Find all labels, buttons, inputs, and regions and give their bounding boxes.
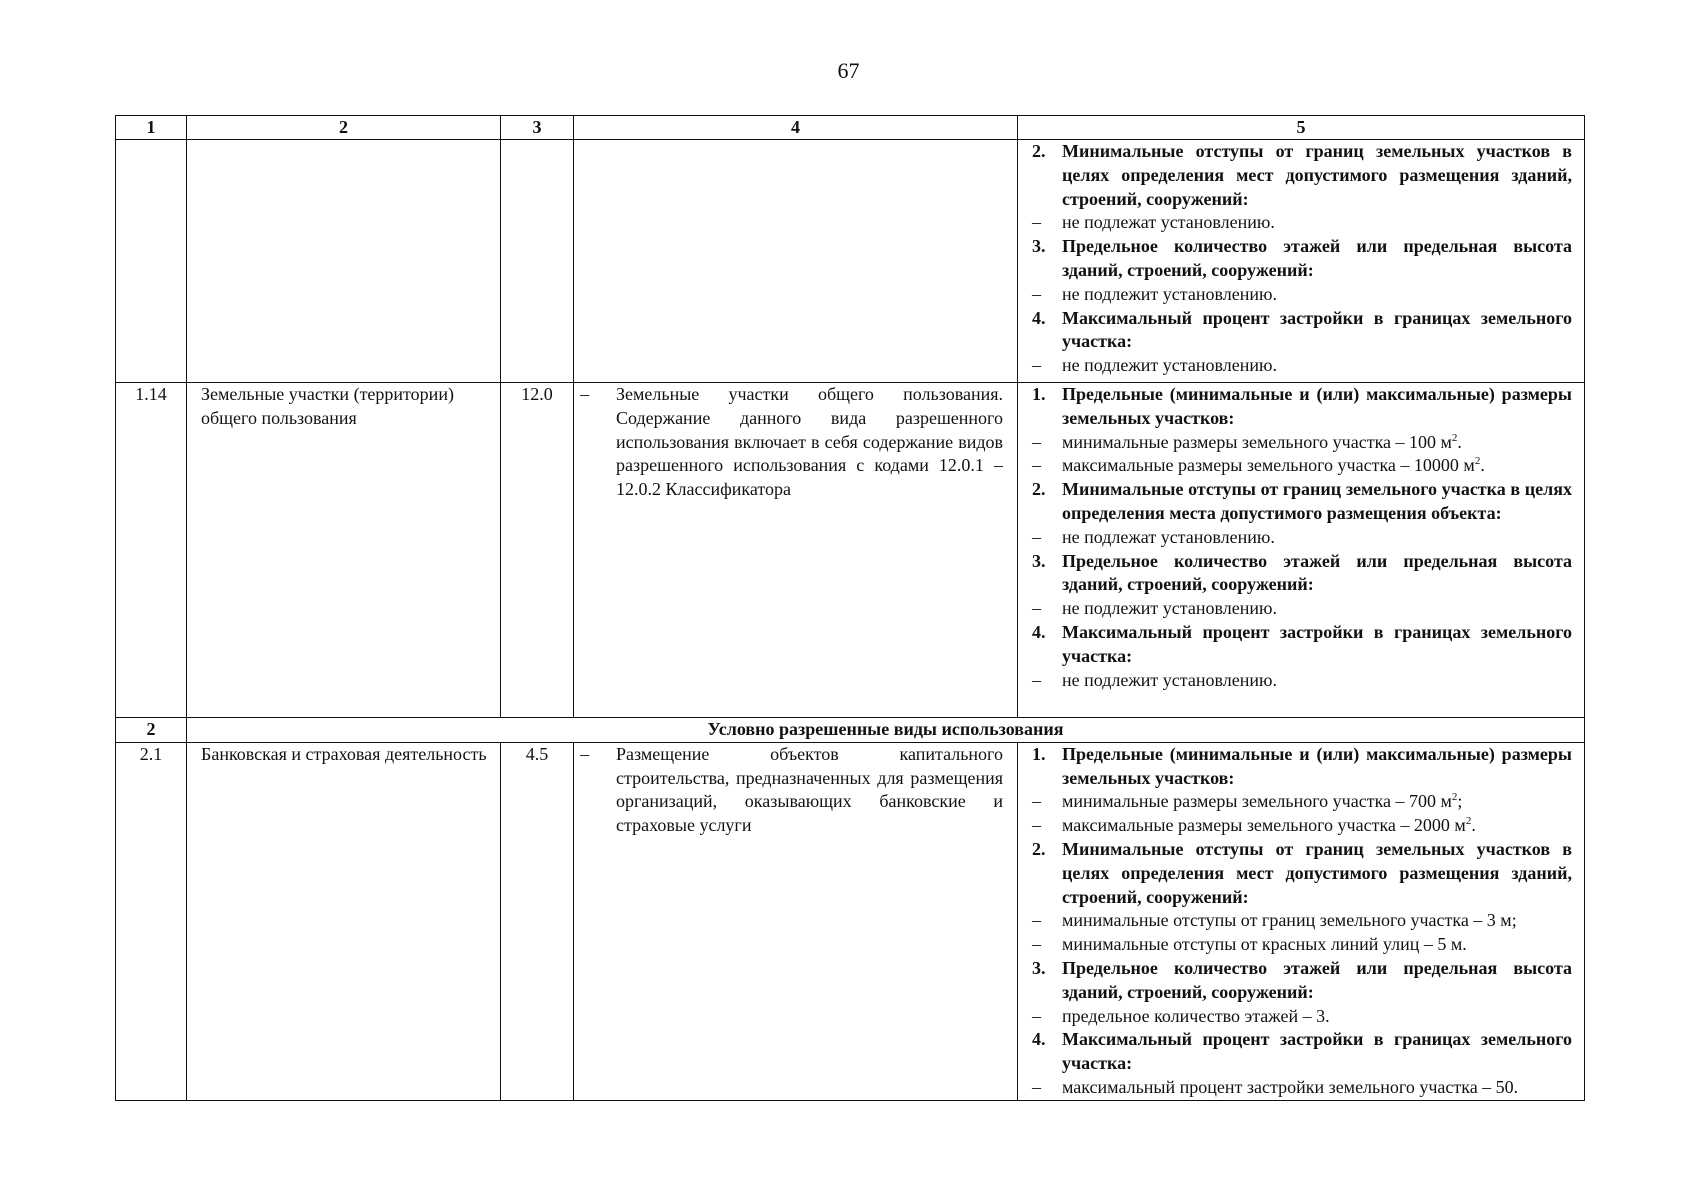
header-row: [116, 116, 1585, 140]
description-text: Земельные участки общего пользования. Содержание данного вида разрешенного использования включает в себя содержание видов разрешенного использования с кодами 12.0.1 – 12.0.2 Классификатора: [616, 384, 1003, 500]
parameter-value-text: [1062, 909, 1572, 933]
item-text: Минимальные отступы от границ земельных участков в целях определения мест допустимого размещения зданий, строений, сооружений:: [1062, 838, 1572, 907]
classifier-cell: 12.0: [501, 383, 574, 718]
parameters-cell: [1018, 742, 1585, 1100]
parameter-value: [1032, 354, 1572, 378]
section-row: [116, 718, 1585, 743]
parameter-value: [1032, 283, 1572, 307]
dash-marker: –: [1032, 791, 1041, 812]
table-row: [116, 140, 1585, 383]
table-row: [116, 383, 1585, 718]
name-cell: Банковская и страховая деятельность: [187, 742, 501, 1100]
parameter-heading: [1032, 307, 1572, 355]
description-cell: [574, 140, 1018, 383]
header-col-3: 3: [501, 116, 574, 140]
item-number: 4.: [1032, 307, 1046, 328]
item-number: 3.: [1032, 550, 1046, 571]
name-cell: Земельные участки (территории) общего пользования: [187, 383, 501, 718]
item-text: Максимальный процент застройки в границах земельного участка:: [1062, 1029, 1572, 1074]
section-code: 2: [116, 718, 187, 743]
item-text: максимальный процент застройки земельного участка – 50.: [1062, 1076, 1519, 1097]
parameter-heading: [1032, 1028, 1572, 1076]
dash-marker: –: [580, 743, 589, 764]
code-cell: 1.14: [116, 383, 187, 718]
parameter-value-text: [1062, 1076, 1572, 1100]
item-text: минимальные размеры земельного участка – 700 м: [1062, 791, 1452, 812]
item-number: 1.: [1032, 384, 1046, 404]
parameter-heading-text: [1062, 1028, 1572, 1076]
parameter-value-text: [1062, 933, 1572, 957]
dash-marker: –: [1032, 455, 1041, 476]
parameter-heading-text: [1062, 383, 1572, 431]
superscript: 2: [1474, 455, 1481, 468]
code-cell: 2.1: [116, 742, 187, 1100]
page-number: 67: [837, 58, 860, 83]
parameters-cell: [1018, 140, 1585, 383]
header-col-2: 2: [187, 116, 501, 140]
description-cell: [574, 742, 1018, 1100]
parameter-value-text: [1062, 790, 1572, 814]
name-cell: [187, 140, 501, 383]
item-text: Максимальный процент застройки в границах земельного участка:: [1062, 307, 1572, 352]
superscript: 2: [1465, 815, 1472, 828]
dash-marker: –: [1032, 598, 1041, 619]
item-suffix: .: [1471, 815, 1476, 836]
item-suffix: .: [1480, 455, 1485, 476]
parameter-heading-text: [1062, 307, 1572, 355]
parameter-value-text: [1062, 431, 1572, 455]
parameter-heading-text: [1062, 140, 1572, 211]
item-text: минимальные отступы от границ земельного участка – 3 м;: [1062, 910, 1517, 931]
parameter-value: [1032, 597, 1572, 621]
parameter-value: [1032, 909, 1572, 933]
item-text: минимальные размеры земельного участка – 100 м: [1062, 431, 1452, 452]
superscript: 2: [1451, 791, 1458, 804]
item-suffix: ;: [1457, 791, 1463, 812]
parameter-value: [1032, 669, 1572, 693]
parameter-value: [1032, 454, 1572, 478]
code-cell: [116, 140, 187, 383]
item-text: Предельное количество этажей или предельная высота зданий, строений, сооружений:: [1062, 236, 1572, 280]
parameter-value: [1032, 1005, 1572, 1029]
parameter-heading-text: [1062, 838, 1572, 909]
item-text: Максимальный процент застройки в границах земельного участка:: [1062, 621, 1572, 666]
item-number: 4.: [1032, 621, 1046, 642]
item-text: Минимальные отступы от границ земельных участков в целях определения мест допустимого размещения зданий, строений, сооружений:: [1062, 141, 1572, 209]
parameter-heading: [1032, 838, 1572, 909]
item-text: Предельные (минимальные и (или) максимальные) размеры земельных участков:: [1062, 743, 1572, 788]
parameter-value: [1032, 431, 1572, 455]
item-number: 2.: [1032, 838, 1046, 859]
item-text: минимальные отступы от красных линий улиц – 5 м.: [1062, 934, 1467, 955]
item-number: 3.: [1032, 236, 1046, 257]
zoning-table: [115, 115, 1585, 1101]
parameter-value: [1032, 790, 1572, 814]
header-col-4: 4: [574, 116, 1018, 140]
parameter-value-text: [1062, 597, 1572, 621]
parameter-heading: [1032, 550, 1572, 598]
parameter-value-text: [1062, 211, 1572, 235]
parameter-value-text: [1062, 669, 1572, 693]
classifier-cell: 4.5: [501, 742, 574, 1100]
parameter-heading-text: [1062, 621, 1572, 669]
dash-marker: –: [1032, 431, 1041, 452]
item-number: 3.: [1032, 957, 1046, 978]
item-text: Предельное количество этажей или предельная высота зданий, строений, сооружений:: [1062, 550, 1572, 595]
item-number: 2.: [1032, 479, 1046, 500]
parameter-heading: [1032, 140, 1572, 211]
header-col-1: 1: [116, 116, 187, 140]
parameters-cell: [1018, 383, 1585, 718]
item-text: Предельное количество этажей или предельная высота зданий, строений, сооружений:: [1062, 957, 1572, 1002]
dash-marker: –: [580, 384, 589, 404]
item-text: Предельные (минимальные и (или) максимальные) размеры земельных участков:: [1062, 384, 1572, 428]
dash-marker: –: [1032, 815, 1041, 836]
dash-marker: –: [1032, 910, 1041, 931]
item-text: не подлежат установлению.: [1062, 526, 1275, 547]
dash-marker: –: [1032, 355, 1041, 376]
dash-marker: –: [1032, 212, 1041, 233]
item-text: максимальные размеры земельного участка – 2000 м: [1062, 815, 1466, 836]
item-number: 2.: [1032, 141, 1046, 161]
classifier-cell: [501, 140, 574, 383]
parameter-value: [1032, 526, 1572, 550]
parameter-heading: [1032, 743, 1572, 791]
dash-marker: –: [1032, 1005, 1041, 1026]
header-col-5: 5: [1018, 116, 1585, 140]
item-text: не подлежит установлению.: [1062, 598, 1277, 619]
parameter-heading-text: [1062, 235, 1572, 283]
table-row: [116, 742, 1585, 1100]
parameter-value-text: [1062, 354, 1572, 378]
parameter-heading-text: [1062, 478, 1572, 526]
item-text: не подлежат установлению.: [1062, 212, 1275, 233]
parameter-value: [1032, 814, 1572, 838]
parameter-heading-text: [1062, 957, 1572, 1005]
parameter-value: [1032, 1076, 1572, 1100]
item-number: 1.: [1032, 743, 1046, 764]
dash-marker: –: [1032, 1076, 1041, 1097]
dash-marker: –: [1032, 934, 1041, 955]
parameter-value: [1032, 211, 1572, 235]
parameter-value-text: [1062, 814, 1572, 838]
item-text: не подлежит установлению.: [1062, 669, 1277, 690]
item-suffix: .: [1457, 431, 1462, 452]
item-text: не подлежит установлению.: [1062, 355, 1277, 376]
section-title: Условно разрешенные виды использования: [187, 718, 1585, 743]
item-text: максимальные размеры земельного участка – 10000 м: [1062, 455, 1475, 476]
parameter-heading: [1032, 621, 1572, 669]
item-text: Минимальные отступы от границ земельного участка в целях определения места допустимого размещения объекта:: [1062, 479, 1572, 523]
parameter-heading: [1032, 235, 1572, 283]
parameter-value-text: [1062, 1005, 1572, 1029]
item-text: не подлежит установлению.: [1062, 283, 1277, 304]
parameter-heading: [1032, 957, 1572, 1005]
parameter-heading: [1032, 478, 1572, 526]
parameter-value-text: [1062, 454, 1572, 478]
dash-marker: –: [1032, 526, 1041, 547]
parameter-heading-text: [1062, 550, 1572, 598]
dash-marker: –: [1032, 283, 1041, 304]
parameter-value: [1032, 933, 1572, 957]
parameter-heading: [1032, 383, 1572, 431]
description-text: Размещение объектов капитального строительства, предназначенных для размещения организаций, оказывающих банковские и страховые услуги: [616, 743, 1003, 836]
item-number: 4.: [1032, 1029, 1046, 1050]
parameter-heading-text: [1062, 743, 1572, 791]
parameter-value-text: [1062, 283, 1572, 307]
item-text: предельное количество этажей – 3.: [1062, 1005, 1330, 1026]
description-cell: [574, 383, 1018, 718]
parameter-value-text: [1062, 526, 1572, 550]
dash-marker: –: [1032, 669, 1041, 690]
superscript: 2: [1451, 431, 1458, 444]
